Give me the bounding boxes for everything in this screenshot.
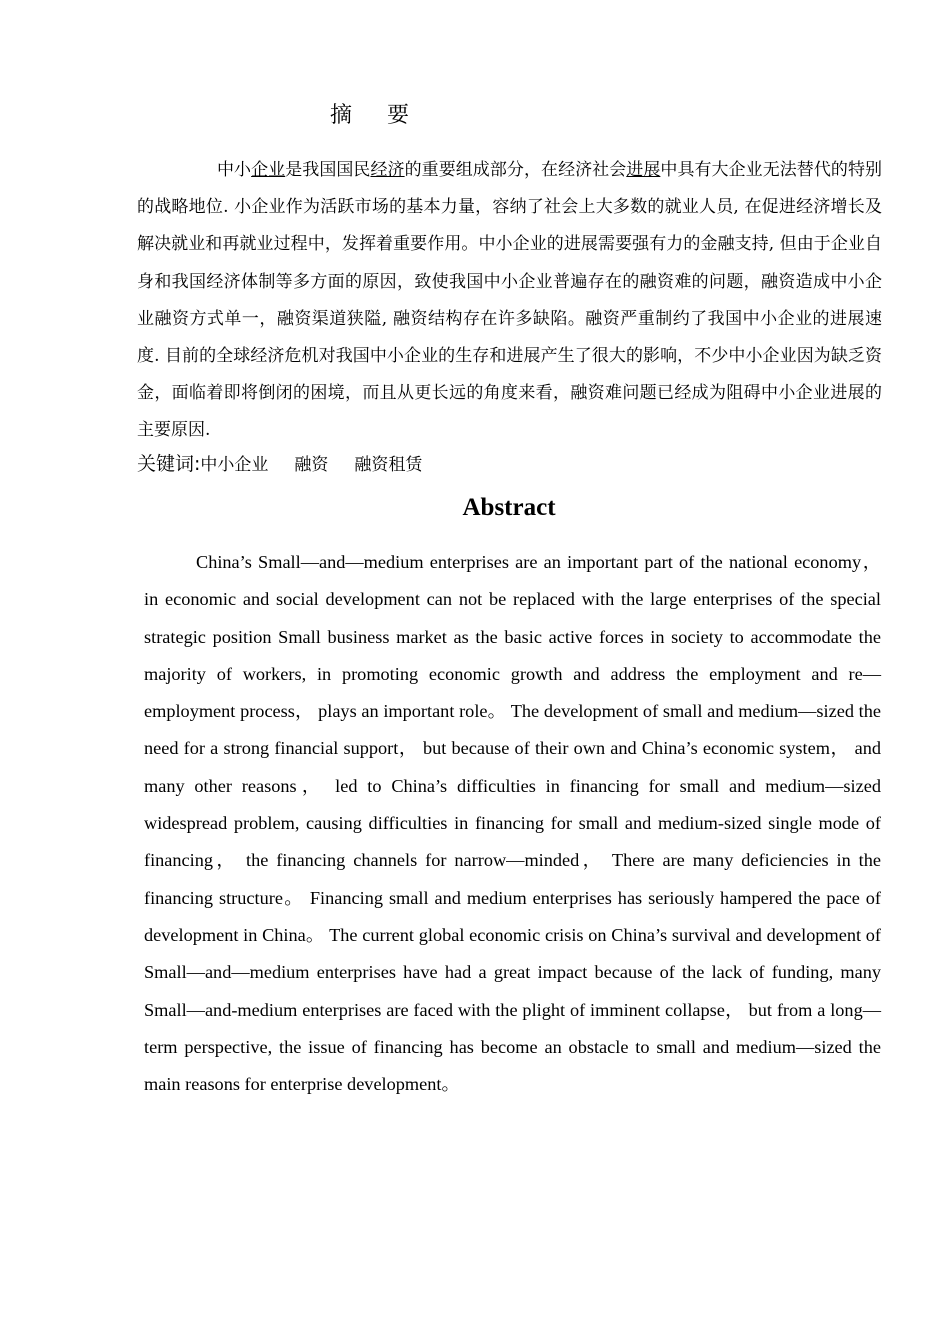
keyword-item: 中小企业 [200,455,269,475]
english-abstract-title: Abstract [462,494,556,521]
keyword-item: 融资租赁 [354,455,423,475]
chinese-abstract-body [137,152,882,450]
keyword-item: 融资 [294,455,329,475]
link-economy[interactable]: 经济 [370,160,405,180]
link-development[interactable]: 进展 [626,160,661,180]
zh-text-1: 中小 [217,160,252,180]
chinese-abstract-title: 摘 要 [330,103,423,128]
english-abstract-body: China’s Small—and—medium enterprises are an important part of the national economy， in economic and social development can not be replaced with the large enterprises of the special strategic position Small business market as the basic active forces in society to accommodate the majority of workers, in promoting economic growth and address the employment and re—employment process， plays an important role。 The development of small and medium—sized the need for a strong financial support， but because of their own and China’s economic system， and many other reasons， led to China’s difficulties in financing for small and medium—sized widespread problem, causing difficulties in financing for small and medium-sized single mode of financing， the financing channels for narrow—minded， There are many deficiencies in the financing structure。 Financing small and medium enterprises has seriously hampered the pace of development in China。 The current global economic crisis on China’s survival and development of Small—and—medium enterprises have had a great impact because of the lack of funding, many Small—and-medium enterprises are faced with the plight of imminent collapse， but from a long—term perspective, the issue of financing has become an obstacle to small and medium—sized the main reasons for enterprise development。 [144,552,881,1095]
zh-text-3: 的重要组成部分，在经济社会 [404,160,627,180]
link-enterprise[interactable]: 企业 [251,160,286,180]
zh-text-2: 是我国国民 [285,160,371,180]
keywords-line [137,449,448,480]
zh-text-4: 中具有大企业无法替代的特别的战略地位. 小企业作为活跃市场的基本力量，容纳了社会上大多数的就业人员, 在促进经济增长及解决就业和再就业过程中，发挥着重要作用。中小企业的进展需要强有力的金融支持, 但由于企业自身和我国经济体制等多方面的原因，致使我国中小企业普遍存在的融资难的问题，融资造成中小企业融资方式单一，融资渠道狭隘, 融资结构存在许多缺陷。融资严重制约了我国中小企业的进展速度. 目前的全球经济危机对我国中小企业的生存和进展产生了很大的影响，不少中小企业因为缺乏资金，面临着即将倒闭的困境，而且从更长远的角度来看，融资难问题已经成为阻碍中小企业进展的主要原因. [137,160,883,441]
keywords-label: 关键词: [137,453,201,475]
